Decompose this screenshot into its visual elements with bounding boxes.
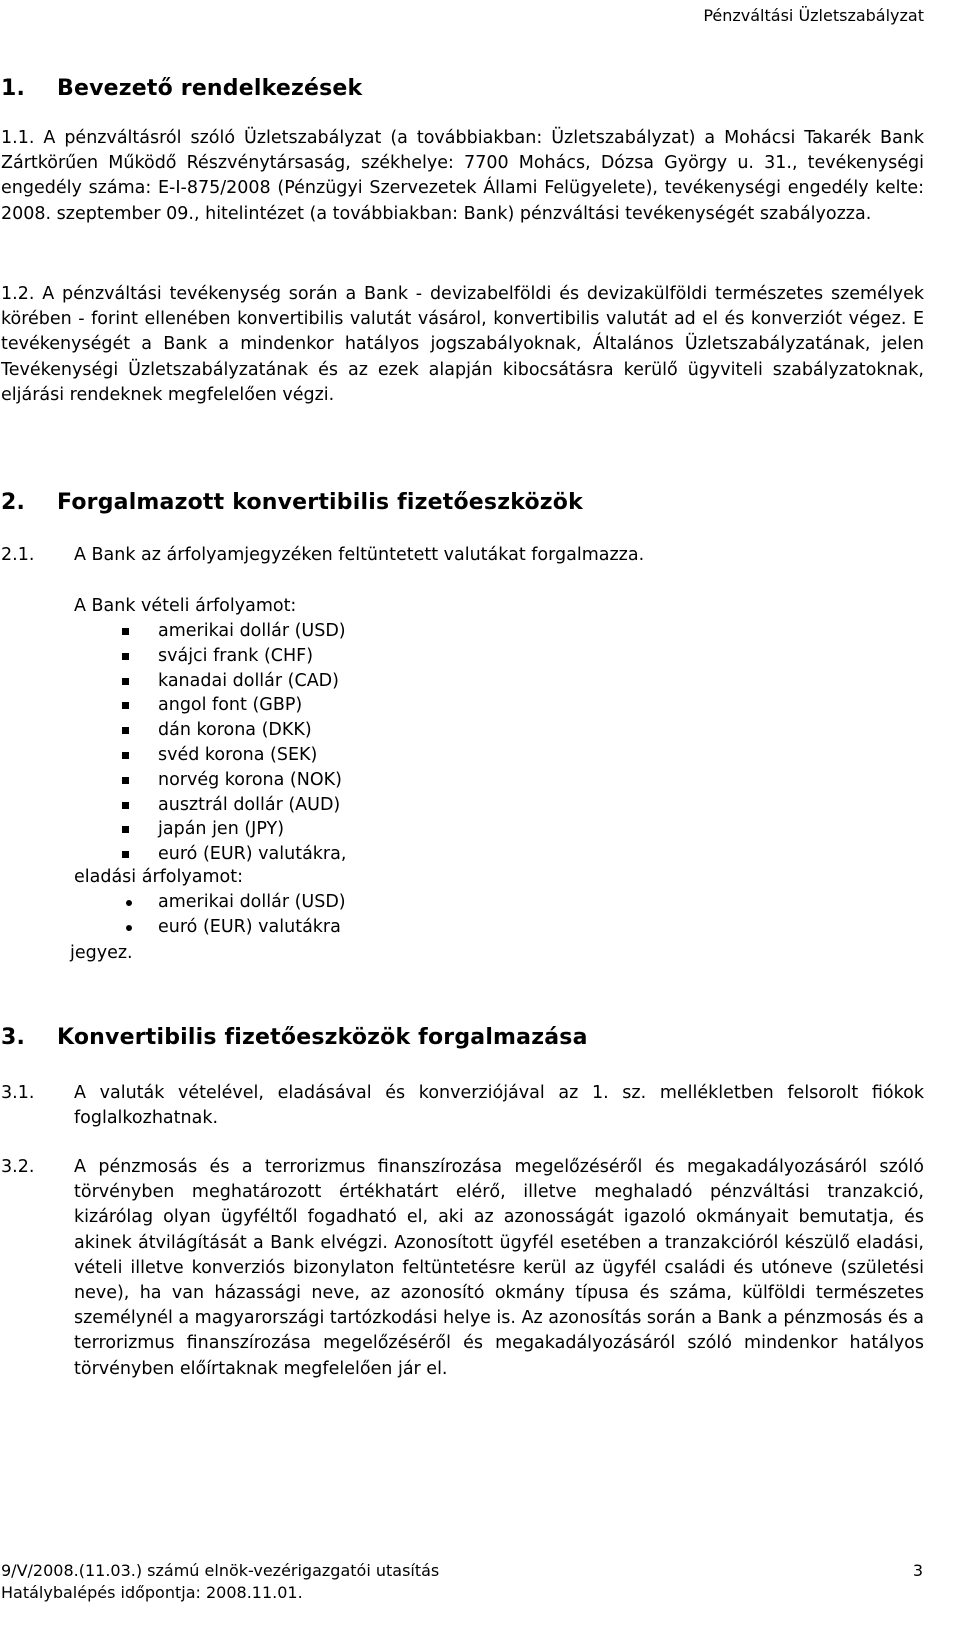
section-2-title: Forgalmazott konvertibilis fizetőeszközök — [57, 490, 583, 515]
buy-rate-label: A Bank vételi árfolyamot: — [74, 596, 297, 616]
square-bullet-icon — [122, 702, 129, 709]
list-item: svájci frank (CHF) — [120, 644, 346, 669]
square-bullet-icon — [122, 678, 129, 685]
paragraph-3-2 — [1, 1155, 924, 1382]
list-item: angol font (GBP) — [120, 693, 346, 718]
footer-effective-date: Hatálybalépés időpontja: 2008.11.01. — [1, 1583, 303, 1602]
section-3-number: 3. — [1, 1025, 26, 1050]
paragraph-3-2-number: 3.2. — [1, 1157, 35, 1177]
square-bullet-icon — [122, 727, 129, 734]
paragraph-2-1-text: A Bank az árfolyamjegyzéken feltüntetett valutákat forgalmazza. — [74, 545, 645, 565]
list-item: kanadai dollár (CAD) — [120, 669, 346, 694]
list-item: norvég korona (NOK) — [120, 768, 346, 793]
square-bullet-icon — [122, 802, 129, 809]
buy-currency-list — [120, 619, 346, 867]
paragraph-3-1 — [1, 1081, 924, 1131]
sell-currency-list — [120, 890, 346, 940]
paragraph-2-1-number: 2.1. — [1, 545, 35, 565]
section-1-heading — [1, 76, 362, 101]
square-bullet-icon — [122, 752, 129, 759]
section-3-title: Konvertibilis fizetőeszközök forgalmazása — [57, 1025, 588, 1050]
list-item: japán jen (JPY) — [120, 817, 346, 842]
section-1-title: Bevezető rendelkezések — [57, 76, 363, 101]
list-item: amerikai dollár (USD) — [120, 619, 346, 644]
section-2-heading — [1, 490, 583, 515]
list-item: dán korona (DKK) — [120, 718, 346, 743]
paragraph-1-1: 1.1. A pénzváltásról szóló Üzletszabályzat (a továbbiakban: Üzletszabályzat) a Mohácsi Takarék Bank Zártkörűen Működő Részvénytársaság, székhelye: 7700 Mohács, Dózsa György u. 31., tevékenységi engedély száma: E-I-875/2008 (Pénzügyi Szervezetek Állami Felügyelete), tevékenységi engedély kelte: 2008. szeptember 09., hitelintézet (a továbbiakban: Bank) pénzváltási tevékenységét szabályozza. — [1, 128, 924, 224]
list-item: euró (EUR) valutákra, — [120, 842, 346, 867]
page-header-title: Pénzváltási Üzletszabályzat — [703, 6, 924, 25]
list-item: euró (EUR) valutákra — [120, 915, 346, 940]
page-number: 3 — [912, 1561, 923, 1580]
square-bullet-icon — [122, 826, 129, 833]
section-2-number: 2. — [1, 490, 26, 515]
square-bullet-icon — [122, 628, 129, 635]
square-bullet-icon — [122, 851, 129, 858]
list-item: svéd korona (SEK) — [120, 743, 346, 768]
footer-directive: 9/V/2008.(11.03.) számú elnök-vezérigazgatói utasítás — [1, 1561, 440, 1580]
paragraph-3-2-text: A pénzmosás és a terrorizmus finanszírozása megelőzéséről és megakadályozásáról szóló törvényben meghatározott értékhatárt elérő, illetve meghaladó pénzváltási tranzakció, kizárólag olyan ügyféltől fogadható el, aki az azonosságát igazoló okmányait bemutatja, és akinek átvilágítását a Bank elvégzi. Azonosított ügyfél esetében a tranzakcióról készülő eladási, vételi illetve konverziós bizonylaton feltüntetésre kerül az ügyfél családi és utóneve (születési neve), ha van házassági neve, az azonosító okmány típusa és száma, külföldi természetes személynél a magyarországi tartózkodási helye is. Az azonosítás során a Bank a pénzmosás és a terrorizmus finanszírozása megelőzéséről és megakadályozásáról szóló mindenkor hatályos törvényben előírtaknak megfelelően jár el. — [74, 1157, 925, 1379]
paragraph-3-1-text: A valuták vételével, eladásával és konverziójával az 1. sz. mellékletben felsorolt fiókok foglalkozhatnak. — [74, 1083, 924, 1129]
square-bullet-icon — [122, 777, 129, 784]
closing-word: jegyez. — [70, 943, 133, 963]
section-1-number: 1. — [1, 76, 26, 101]
round-bullet-icon — [126, 925, 132, 931]
list-item: ausztrál dollár (AUD) — [120, 793, 346, 818]
list-item: amerikai dollár (USD) — [120, 890, 346, 915]
round-bullet-icon — [126, 900, 132, 906]
paragraph-2-1 — [1, 543, 924, 568]
section-3-heading — [1, 1025, 588, 1050]
paragraph-3-1-number: 3.1. — [1, 1083, 35, 1103]
paragraph-1-2: 1.2. A pénzváltási tevékenység során a Bank - devizabelföldi és devizakülföldi természetes személyek körében - forint ellenében konvertibilis valutát vásárol, konvertibilis valutát ad el és konverziót végez. E tevékenységét a Bank a mindenkor hatályos jogszabályoknak, Általános Üzletszabályzatának, jelen Tevékenységi Üzletszabályzatának és az ezek alapján kibocsátásra kerülő ügyviteli szabályzatoknak, eljárási rendeknek megfelelően végzi. — [1, 284, 924, 405]
sell-rate-label: eladási árfolyamot: — [74, 867, 243, 887]
square-bullet-icon — [122, 653, 129, 660]
